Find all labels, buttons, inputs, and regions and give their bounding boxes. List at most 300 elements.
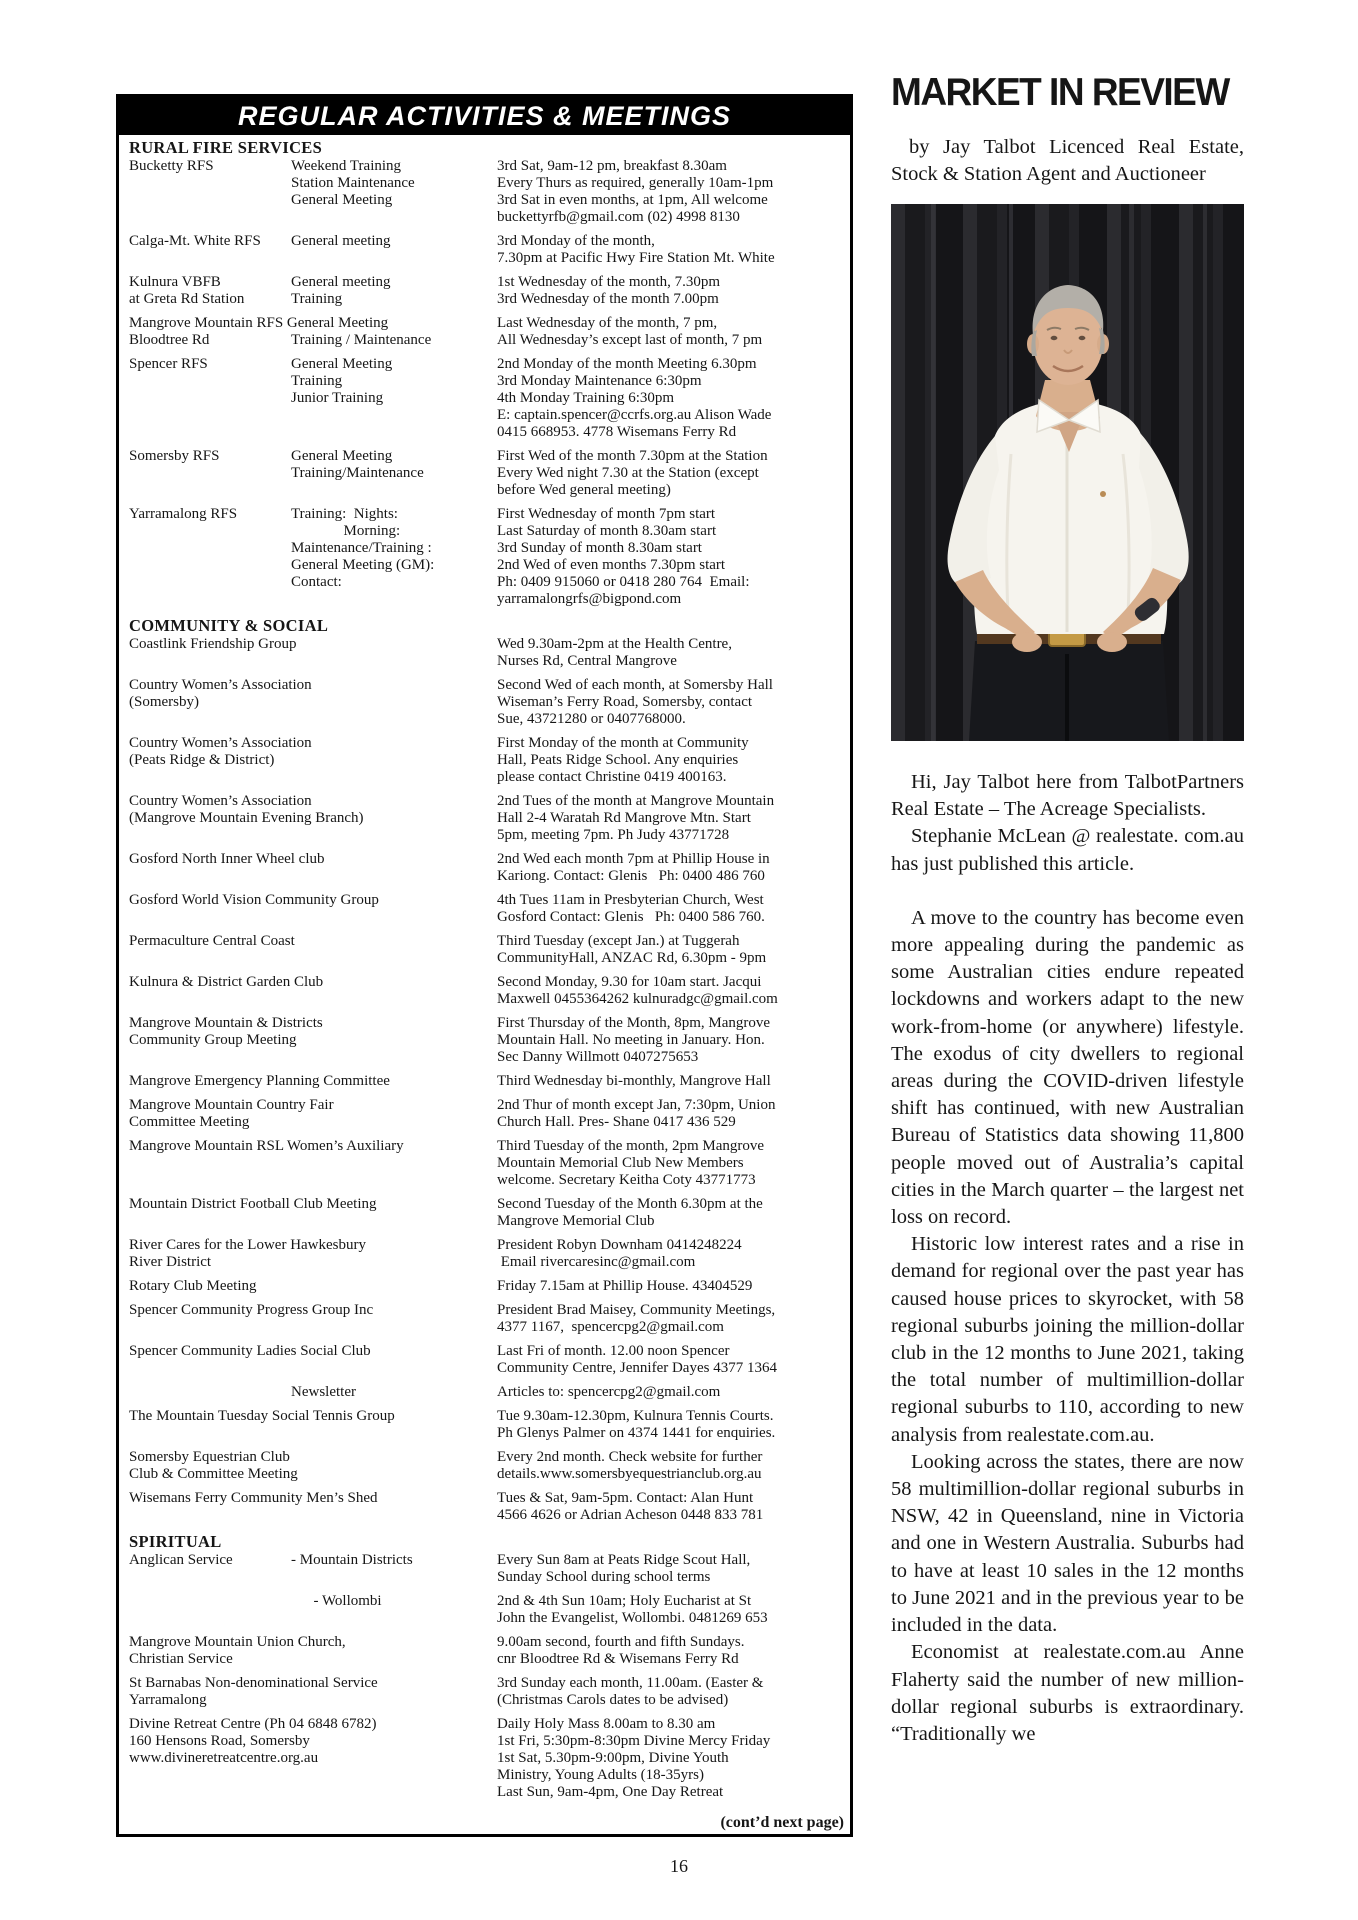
activity-row <box>129 1302 842 1336</box>
activity-details-cell <box>497 1015 842 1066</box>
detail-line: 7.30pm at Pacific Hwy Fire Station Mt. White <box>497 250 775 266</box>
name-text: Kulnura VBFB <box>129 274 221 290</box>
activity-row <box>129 1015 842 1066</box>
detail-line: yarramalongrfs@bigpond.com <box>497 591 682 607</box>
name-line: Mangrove Mountain Country Fair <box>129 1097 334 1113</box>
name-type-line <box>129 1552 425 1569</box>
name-type-line <box>129 1593 394 1610</box>
activity-row <box>129 1675 842 1709</box>
activity-name-cell <box>129 793 497 844</box>
name-text <box>129 192 291 209</box>
detail-line: Third Wednesday bi-monthly, Mangrove Hall <box>497 1073 771 1089</box>
activity-details-cell <box>497 1237 842 1271</box>
market-byline: by Jay Talbot Licenced Real Estate, Stock & Station Agent and Auctioneer <box>891 136 1244 185</box>
activity-name-cell <box>129 1015 497 1066</box>
type-text: Station Maintenance <box>291 175 415 191</box>
name-type-grid <box>129 356 404 407</box>
detail-line: 4377 1167, spencercpg2@gmail.com <box>497 1319 724 1335</box>
name-type-line <box>129 574 446 591</box>
detail-line: Second Monday, 9.30 for 10am start. Jacqui <box>497 974 762 990</box>
activity-row <box>129 1384 842 1401</box>
name-line: www.divineretreatcentre.org.au <box>129 1750 319 1766</box>
name-text: Bloodtree Rd <box>129 332 210 348</box>
type-text: - Wollombi <box>291 1593 382 1609</box>
detail-line: Every Sun 8am at Peats Ridge Scout Hall, <box>497 1552 751 1568</box>
name-line: Mangrove Mountain RFS General Meeting <box>129 315 389 331</box>
type-text: Training <box>291 373 343 389</box>
detail-line: Mangrove Memorial Club <box>497 1213 655 1229</box>
detail-line: All Wednesday’s except last of month, 7 pm <box>497 332 763 348</box>
name-type-grid <box>129 332 443 349</box>
detail-line: President Brad Maisey, Community Meetings, <box>497 1302 776 1318</box>
name-line: Country Women’s Association <box>129 793 312 809</box>
activity-name-cell <box>129 506 497 608</box>
activity-details-cell <box>497 274 842 308</box>
activity-name-cell <box>129 315 497 349</box>
detail-line: 1st Wednesday of the month, 7.30pm <box>497 274 721 290</box>
activity-row <box>129 1449 842 1483</box>
name-type-line <box>129 448 436 465</box>
detail-line: 3rd Monday of the month, <box>497 233 655 249</box>
detail-line: please contact Christine 0419 400163. <box>497 769 727 785</box>
activity-name-cell <box>129 1237 497 1271</box>
activity-name-cell <box>129 1490 497 1524</box>
page-number: 16 <box>670 1856 688 1876</box>
detail-line: Second Wed of each month, at Somersby Hall <box>497 677 773 693</box>
name-line: Spencer Community Ladies Social Club <box>129 1343 371 1359</box>
name-line: Coastlink Friendship Group <box>129 636 297 652</box>
type-text: General Meeting (GM): <box>291 557 435 573</box>
name-line: Mountain District Football Club Meeting <box>129 1196 377 1212</box>
name-text <box>129 557 291 574</box>
detail-line: Every Thurs as required, generally 10am-1pm <box>497 175 774 191</box>
name-type-line <box>129 192 427 209</box>
activity-name-cell <box>129 735 497 786</box>
activity-name-cell <box>129 892 497 926</box>
activity-details-cell <box>497 974 842 1008</box>
detail-line: Wiseman’s Ferry Road, Somersby, contact <box>497 694 753 710</box>
activity-name-cell <box>129 1593 497 1627</box>
activity-name-cell <box>129 356 497 441</box>
detail-line: 2nd Thur of month except Jan, 7:30pm, Union <box>497 1097 776 1113</box>
name-type-grid <box>129 1552 425 1569</box>
activities-table <box>119 135 850 1814</box>
activity-details-cell <box>497 1073 842 1090</box>
detail-line: 2nd Tues of the month at Mangrove Mountain <box>497 793 775 809</box>
name-type-grid <box>129 448 436 482</box>
activity-row <box>129 1196 842 1230</box>
name-type-line <box>129 1384 368 1401</box>
type-text: - Mountain Districts <box>291 1552 413 1568</box>
activity-row <box>129 793 842 844</box>
detail-line: 4566 4626 or Adrian Acheson 0448 833 781 <box>497 1507 764 1523</box>
detail-line: Third Tuesday of the month, 2pm Mangrove <box>497 1138 765 1154</box>
activity-name-cell <box>129 974 497 1008</box>
name-text: Spencer RFS <box>129 356 208 372</box>
name-line: Spencer Community Progress Group Inc <box>129 1302 374 1318</box>
name-type-line <box>129 291 403 308</box>
detail-line: 0415 668953. 4778 Wisemans Ferry Rd <box>497 424 737 440</box>
name-line: Gosford North Inner Wheel club <box>129 851 325 867</box>
activity-details-cell <box>497 1408 842 1442</box>
detail-line: 4th Monday Training 6:30pm <box>497 390 675 406</box>
activity-details-cell <box>497 735 842 786</box>
activity-details-cell <box>497 1138 842 1189</box>
name-line: (Peats Ridge & District) <box>129 752 275 768</box>
activity-details-cell <box>497 1716 842 1801</box>
type-text: Newsletter <box>291 1384 356 1400</box>
activity-row <box>129 233 842 267</box>
name-text: Calga-Mt. White RFS <box>129 233 261 249</box>
activity-row <box>129 677 842 728</box>
detail-line: cnr Bloodtree Rd & Wisemans Ferry Rd <box>497 1651 739 1667</box>
activity-row <box>129 1138 842 1189</box>
article-paragraph: Looking across the states, there are now 58 multimillion-dollar regional suburbs in NSW, 42 in Queensland, nine in Victoria and one in Western Australia. Suburbs had to have at least 10 sales in the 12 months to June 2021 and in the previous year to be included in the data. <box>891 1450 1244 1637</box>
detail-line: Wed 9.30am-2pm at the Health Centre, <box>497 636 732 652</box>
name-line: Divine Retreat Centre (Ph 04 6848 6782) <box>129 1716 377 1732</box>
detail-line: Last Wednesday of the month, 7 pm, <box>497 315 718 331</box>
detail-line: 3rd Sat, 9am-12 pm, breakfast 8.30am <box>497 158 727 174</box>
name-line: Club & Committee Meeting <box>129 1466 298 1482</box>
name-line: Gosford World Vision Community Group <box>129 892 379 908</box>
name-line: Permaculture Central Coast <box>129 933 295 949</box>
name-type-line <box>129 175 427 192</box>
section-heading: COMMUNITY & SOCIAL <box>129 616 329 635</box>
name-text: Anglican Service <box>129 1552 233 1568</box>
detail-line: 2nd Monday of the month Meeting 6.30pm <box>497 356 757 372</box>
name-text <box>129 465 291 482</box>
detail-line: Community Centre, Jennifer Dayes 4377 1364 <box>497 1360 777 1376</box>
activity-row <box>129 1073 842 1090</box>
name-line: St Barnabas Non-denominational Service <box>129 1675 378 1691</box>
activity-details-cell <box>497 892 842 926</box>
detail-line: 9.00am second, fourth and fifth Sundays. <box>497 1634 745 1650</box>
name-text <box>129 574 291 591</box>
name-text: at Greta Rd Station <box>129 291 245 307</box>
name-line: (Mangrove Mountain Evening Branch) <box>129 810 364 826</box>
activity-row <box>129 1552 842 1586</box>
name-text <box>129 1593 291 1610</box>
type-text: Weekend Training <box>291 158 402 174</box>
detail-line: Sunday School during school terms <box>497 1569 711 1585</box>
activity-details-cell <box>497 1675 842 1709</box>
detail-line: 3rd Sunday of month 8.30am start <box>497 540 702 556</box>
type-text: Training / Maintenance <box>291 332 432 348</box>
detail-line: 5pm, meeting 7pm. Ph Judy 43771728 <box>497 827 730 843</box>
activity-name-cell <box>129 158 497 226</box>
name-text: Yarramalong RFS <box>129 506 238 522</box>
name-type-line <box>129 233 403 250</box>
detail-line: buckettyrfb@gmail.com (02) 4998 8130 <box>497 209 740 225</box>
activities-box <box>116 94 853 1837</box>
activity-details-cell <box>497 356 842 441</box>
detail-line: Hall, Peats Ridge School. Any enquiries <box>497 752 739 768</box>
type-text: Junior Training <box>291 390 384 406</box>
name-line: River District <box>129 1254 212 1270</box>
detail-line: First Wed of the month 7.30pm at the Station <box>497 448 768 464</box>
activity-details-cell <box>497 1593 842 1627</box>
name-text <box>129 390 291 407</box>
activity-name-cell <box>129 1097 497 1131</box>
activity-name-cell <box>129 1384 497 1401</box>
activity-row <box>129 1716 842 1801</box>
shirt-logo <box>1100 491 1106 497</box>
section-heading: SPIRITUAL <box>129 1532 222 1551</box>
name-type-grid <box>129 233 403 250</box>
activity-name-cell <box>129 851 497 885</box>
portrait-illustration <box>891 204 1244 741</box>
activity-details-cell <box>497 677 842 728</box>
name-type-grid <box>129 274 403 308</box>
activity-details-cell <box>497 1552 842 1586</box>
detail-line: Last Saturday of month 8.30am start <box>497 523 717 539</box>
name-type-grid <box>129 1593 394 1610</box>
name-type-line <box>129 390 404 407</box>
activity-details-cell <box>497 1278 842 1295</box>
activity-details-cell <box>497 315 842 349</box>
detail-line: Tues & Sat, 9am-5pm. Contact: Alan Hunt <box>497 1490 754 1506</box>
activity-name-cell <box>129 1343 497 1377</box>
activity-row <box>129 735 842 786</box>
name-line: 160 Hensons Road, Somersby <box>129 1733 310 1749</box>
detail-line: Mountain Hall. No meeting in January. Hon. <box>497 1032 765 1048</box>
detail-line: Kariong. Contact: Glenis Ph: 0400 486 760 <box>497 868 765 884</box>
activity-details-cell <box>497 793 842 844</box>
detail-line: Articles to: spencercpg2@gmail.com <box>497 1384 721 1400</box>
name-line: Mangrove Emergency Planning Committee <box>129 1073 390 1089</box>
name-line: Country Women’s Association <box>129 735 312 751</box>
detail-line: 3rd Monday Maintenance 6:30pm <box>497 373 702 389</box>
detail-line: Friday 7.15am at Phillip House. 43404529 <box>497 1278 753 1294</box>
detail-line: E: captain.spencer@ccrfs.org.au Alison Wade <box>497 407 772 423</box>
type-text: General meeting <box>291 233 391 249</box>
detail-line: Every Wed night 7.30 at the Station (except <box>497 465 759 481</box>
name-text <box>129 523 291 540</box>
name-type-grid <box>129 1384 368 1401</box>
detail-line: 1st Sat, 5.30pm-9:00pm, Divine Youth <box>497 1750 729 1766</box>
article-paragraph: Hi, Jay Talbot here from TalbotPartners Real Estate – The Acreage Specialists. <box>891 771 1244 821</box>
activity-name-cell <box>129 1449 497 1483</box>
section-heading: RURAL FIRE SERVICES <box>129 138 323 157</box>
detail-line: before Wed general meeting) <box>497 482 671 498</box>
name-type-line <box>129 540 446 557</box>
market-title: MARKET IN REVIEW <box>891 69 1229 114</box>
jay-talbot-photo <box>891 204 1244 741</box>
article-paragraph: Historic low interest rates and a rise in demand for regional over the past year has caused house prices to skyrocket, with 58 regional suburbs joining the million-dollar club in the 12 months to June 2021, taking the total number of multimillion-dollar regional suburbs to 110, according to new analysis from realestate.com.au. <box>891 1233 1244 1446</box>
detail-line: Tue 9.30am-12.30pm, Kulnura Tennis Courts. <box>497 1408 774 1424</box>
activity-row <box>129 1343 842 1377</box>
activity-details-cell <box>497 1634 842 1668</box>
type-text: General Meeting <box>291 192 393 208</box>
activity-row <box>129 506 842 608</box>
detail-line: Maxwell 0455364262 kulnuradgc@gmail.com <box>497 991 778 1007</box>
activity-row <box>129 851 842 885</box>
activity-name-cell <box>129 1552 497 1586</box>
article-paragraph: Stephanie McLean @ realestate. com.au has just published this article. <box>891 825 1244 875</box>
detail-line: Nurses Rd, Central Mangrove <box>497 653 677 669</box>
activity-name-cell <box>129 233 497 267</box>
detail-line: Third Tuesday (except Jan.) at Tuggerah <box>497 933 740 949</box>
activity-name-cell <box>129 1675 497 1709</box>
activity-row <box>129 158 842 226</box>
detail-line: Every 2nd month. Check website for further <box>497 1449 763 1465</box>
activity-name-cell <box>129 1073 497 1090</box>
activity-details-cell <box>497 158 842 226</box>
name-type-line <box>129 557 446 574</box>
article-paragraph: Economist at realestate.com.au Anne Flaherty said the number of new million-dollar regional suburbs is extraordinary. “Traditionally we <box>891 1641 1244 1745</box>
detail-line: 4th Tues 11am in Presbyterian Church, West <box>497 892 764 908</box>
name-line: Mangrove Mountain RSL Women’s Auxiliary <box>129 1138 404 1154</box>
activity-details-cell <box>497 1302 842 1336</box>
activity-name-cell <box>129 636 497 670</box>
detail-line: 3rd Sat in even months, at 1pm, All welcome <box>497 192 768 208</box>
activity-row <box>129 636 842 670</box>
activity-details-cell <box>497 636 842 670</box>
activity-name-cell <box>129 677 497 728</box>
name-text <box>129 540 291 557</box>
activity-row <box>129 1593 842 1627</box>
activity-row <box>129 1278 842 1295</box>
detail-line: 3rd Sunday each month, 11.00am. (Easter & <box>497 1675 764 1691</box>
activity-name-cell <box>129 274 497 308</box>
activity-details-cell <box>497 933 842 967</box>
name-type-line <box>129 356 404 373</box>
type-text: General meeting <box>291 274 391 290</box>
activity-name-cell <box>129 933 497 967</box>
activities-title: REGULAR ACTIVITIES & MEETINGS <box>119 97 850 135</box>
detail-line: John the Evangelist, Wollombi. 0481269 653 <box>497 1610 768 1626</box>
name-text <box>129 175 291 192</box>
detail-line: Ph Glenys Palmer on 4374 1441 for enquiries. <box>497 1425 776 1441</box>
detail-line: Ministry, Young Adults (18-35yrs) <box>497 1767 704 1783</box>
name-line: Country Women’s Association <box>129 677 312 693</box>
detail-line: 3rd Wednesday of the month 7.00pm <box>497 291 719 307</box>
name-line: Wisemans Ferry Community Men’s Shed <box>129 1490 378 1506</box>
activity-details-cell <box>497 1097 842 1131</box>
name-line: Mangrove Mountain & Districts <box>129 1015 323 1031</box>
activity-row <box>129 1408 842 1442</box>
type-text: Contact: <box>291 574 342 590</box>
activity-name-cell <box>129 1716 497 1801</box>
name-line: Committee Meeting <box>129 1114 250 1130</box>
name-type-line <box>129 523 446 540</box>
name-type-grid <box>129 158 427 209</box>
activity-details-cell <box>497 1490 842 1524</box>
activity-row <box>129 274 842 308</box>
detail-line: Sue, 43721280 or 0407768000. <box>497 711 686 727</box>
detail-line: Daily Holy Mass 8.00am to 8.30 am <box>497 1716 716 1732</box>
activity-details-cell <box>497 506 842 608</box>
detail-line: welcome. Secretary Keitha Coty 43771773 <box>497 1172 756 1188</box>
activity-details-cell <box>497 233 842 267</box>
detail-line: Mountain Memorial Club New Members <box>497 1155 744 1171</box>
activity-row <box>129 356 842 441</box>
activity-row <box>129 1097 842 1131</box>
name-line: Yarramalong <box>129 1692 207 1708</box>
detail-line: 1st Fri, 5:30pm-8:30pm Divine Mercy Friday <box>497 1733 771 1749</box>
detail-line: 2nd & 4th Sun 10am; Holy Eucharist at St <box>497 1593 752 1609</box>
name-line: Somersby Equestrian Club <box>129 1449 290 1465</box>
name-line: River Cares for the Lower Hawkesbury <box>129 1237 367 1253</box>
activity-details-cell <box>497 1384 842 1401</box>
name-type-line <box>129 506 446 523</box>
activity-row <box>129 892 842 926</box>
activity-name-cell <box>129 1634 497 1668</box>
activity-row <box>129 933 842 967</box>
activity-details-cell <box>497 851 842 885</box>
market-column <box>891 69 1244 1748</box>
activity-row <box>129 448 842 499</box>
name-type-grid <box>129 506 446 591</box>
activity-name-cell <box>129 1302 497 1336</box>
activity-row <box>129 974 842 1008</box>
name-type-line <box>129 465 436 482</box>
activity-details-cell <box>497 1196 842 1230</box>
activity-name-cell <box>129 1278 497 1295</box>
name-line: Mangrove Mountain Union Church, <box>129 1634 346 1650</box>
type-text: Training/Maintenance <box>291 465 424 481</box>
detail-line: Last Fri of month. 12.00 noon Spencer <box>497 1343 730 1359</box>
name-text <box>129 1384 291 1401</box>
activity-details-cell <box>497 1343 842 1377</box>
name-text: Somersby RFS <box>129 448 220 464</box>
detail-line: Ph: 0409 915060 or 0418 280 764 Email: <box>497 574 750 590</box>
detail-line: Sec Danny Willmott 0407275653 <box>497 1049 699 1065</box>
name-line: Kulnura & District Garden Club <box>129 974 324 990</box>
detail-line: (Christmas Carols dates to be advised) <box>497 1692 729 1708</box>
detail-line: 2nd Wed of even months 7.30pm start <box>497 557 726 573</box>
activity-row <box>129 1237 842 1271</box>
name-type-line <box>129 332 443 349</box>
activity-name-cell <box>129 1408 497 1442</box>
name-text <box>129 373 291 390</box>
market-article <box>891 769 1244 1748</box>
name-line: Community Group Meeting <box>129 1032 297 1048</box>
detail-line: 2nd Wed each month 7pm at Phillip House in <box>497 851 770 867</box>
type-text: Morning: <box>291 523 401 539</box>
activity-row <box>129 1490 842 1524</box>
activity-name-cell <box>129 1196 497 1230</box>
detail-line: details.www.somersbyequestrianclub.org.au <box>497 1466 762 1482</box>
name-type-line <box>129 158 427 175</box>
activity-row <box>129 1634 842 1668</box>
type-text: General Meeting <box>291 448 393 464</box>
activity-details-cell <box>497 1449 842 1483</box>
detail-line: Church Hall. Pres- Shane 0417 436 529 <box>497 1114 736 1130</box>
continued-note: (cont’d next page) <box>720 1814 844 1831</box>
name-type-line <box>129 373 404 390</box>
detail-line: Second Tuesday of the Month 6.30pm at the <box>497 1196 763 1212</box>
type-text: Training: Nights: <box>291 506 398 522</box>
type-text: Training <box>291 291 343 307</box>
name-line: Rotary Club Meeting <box>129 1278 257 1294</box>
detail-line: Last Sun, 9am-4pm, One Day Retreat <box>497 1784 724 1800</box>
name-text: Bucketty RFS <box>129 158 214 174</box>
detail-line: First Wednesday of month 7pm start <box>497 506 716 522</box>
detail-line: Hall 2-4 Waratah Rd Mangrove Mtn. Start <box>497 810 751 826</box>
name-line: (Somersby) <box>129 694 199 710</box>
activity-details-cell <box>497 448 842 499</box>
name-line: The Mountain Tuesday Social Tennis Group <box>129 1408 395 1424</box>
activity-name-cell <box>129 1138 497 1189</box>
detail-line: President Robyn Downham 0414248224 <box>497 1237 742 1253</box>
name-line: Christian Service <box>129 1651 233 1667</box>
detail-line: Email rivercaresinc@gmail.com <box>497 1254 696 1270</box>
activity-row <box>129 315 842 349</box>
detail-line: First Monday of the month at Community <box>497 735 749 751</box>
detail-line: Gosford Contact: Glenis Ph: 0400 586 760. <box>497 909 765 925</box>
detail-line: CommunityHall, ANZAC Rd, 6.30pm - 9pm <box>497 950 767 966</box>
